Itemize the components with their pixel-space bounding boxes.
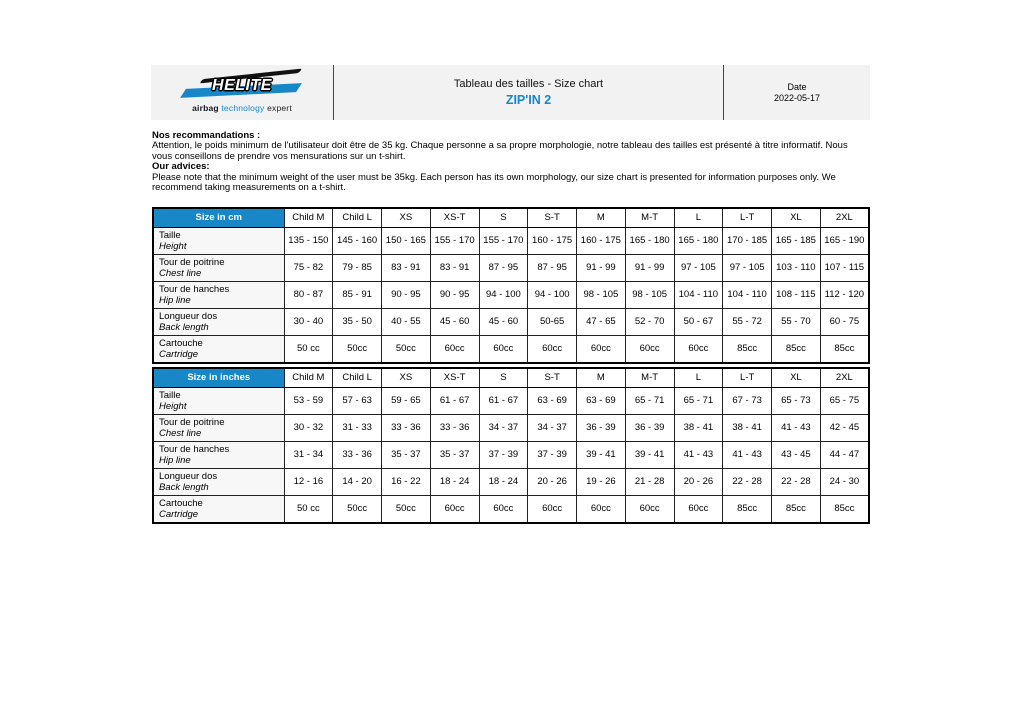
size-value-cell: 60 - 75	[820, 308, 869, 335]
size-value-cell: 83 - 91	[382, 254, 431, 281]
row-label-fr: Taille	[159, 229, 181, 241]
size-value-cell: 21 - 28	[625, 468, 674, 495]
size-value-cell: 50cc	[382, 495, 431, 523]
size-value-cell: 91 - 99	[625, 254, 674, 281]
size-column-header: Child M	[284, 368, 333, 387]
size-column-header: S-T	[528, 208, 577, 227]
document-title: Tableau des tailles - Size chart	[453, 78, 604, 90]
size-value-cell: 65 - 71	[674, 387, 723, 414]
date-section	[724, 65, 870, 120]
row-label-en: Back length	[159, 481, 209, 493]
size-value-cell: 85cc	[723, 495, 772, 523]
size-value-cell: 31 - 33	[333, 414, 382, 441]
size-value-cell: 52 - 70	[625, 308, 674, 335]
product-name: ZIP'IN 2	[505, 93, 552, 107]
row-label	[153, 254, 284, 281]
size-value-cell: 41 - 43	[772, 414, 821, 441]
size-value-cell: 50 - 67	[674, 308, 723, 335]
row-label	[153, 387, 284, 414]
table-header-row	[153, 368, 869, 387]
helite-logo	[179, 73, 305, 100]
recommendations-heading-fr: Nos recommandations :	[152, 130, 261, 141]
size-value-cell: 160 - 175	[577, 227, 626, 254]
size-value-cell: 67 - 73	[723, 387, 772, 414]
size-value-cell: 41 - 43	[723, 441, 772, 468]
row-label	[153, 227, 284, 254]
size-value-cell: 37 - 39	[479, 441, 528, 468]
size-value-cell: 14 - 20	[333, 468, 382, 495]
size-value-cell: 50 cc	[284, 495, 333, 523]
size-value-cell: 60cc	[674, 335, 723, 363]
size-value-cell: 145 - 160	[333, 227, 382, 254]
size-value-cell: 85cc	[820, 335, 869, 363]
table-row	[153, 414, 869, 441]
size-value-cell: 19 - 26	[577, 468, 626, 495]
size-column-header: XS-T	[430, 368, 479, 387]
size-value-cell: 60cc	[577, 335, 626, 363]
size-column-header: Child M	[284, 208, 333, 227]
size-value-cell: 18 - 24	[430, 468, 479, 495]
size-value-cell: 35 - 37	[382, 441, 431, 468]
row-label	[153, 414, 284, 441]
size-value-cell: 85cc	[772, 335, 821, 363]
size-column-header: M-T	[625, 368, 674, 387]
size-value-cell: 60cc	[479, 335, 528, 363]
row-label-fr: Cartouche	[159, 337, 203, 349]
size-column-header: S-T	[528, 368, 577, 387]
size-value-cell: 61 - 67	[479, 387, 528, 414]
size-column-header: L-T	[723, 208, 772, 227]
row-label	[153, 281, 284, 308]
size-value-cell: 108 - 115	[772, 281, 821, 308]
row-label	[153, 308, 284, 335]
size-column-header: M	[577, 368, 626, 387]
size-value-cell: 60cc	[625, 335, 674, 363]
size-value-cell: 20 - 26	[674, 468, 723, 495]
size-value-cell: 155 - 170	[430, 227, 479, 254]
row-label-en: Height	[159, 240, 187, 252]
size-value-cell: 60cc	[430, 495, 479, 523]
size-value-cell: 42 - 45	[820, 414, 869, 441]
row-label-en: Height	[159, 400, 187, 412]
size-value-cell: 45 - 60	[479, 308, 528, 335]
size-value-cell: 80 - 87	[284, 281, 333, 308]
size-value-cell: 31 - 34	[284, 441, 333, 468]
size-value-cell: 38 - 41	[723, 414, 772, 441]
table-row	[153, 495, 869, 523]
size-value-cell: 160 - 175	[528, 227, 577, 254]
size-value-cell: 41 - 43	[674, 441, 723, 468]
size-value-cell: 36 - 39	[625, 414, 674, 441]
tagline-airbag: airbag	[192, 102, 219, 113]
row-label-fr: Tour de hanches	[159, 283, 230, 295]
size-value-cell: 60cc	[625, 495, 674, 523]
table-row	[153, 254, 869, 281]
row-label-fr: Tour de hanches	[159, 443, 230, 455]
size-value-cell: 107 - 115	[820, 254, 869, 281]
size-value-cell: 44 - 47	[820, 441, 869, 468]
title-section	[334, 65, 724, 120]
size-value-cell: 60cc	[674, 495, 723, 523]
size-value-cell: 112 - 120	[820, 281, 869, 308]
size-value-cell: 103 - 110	[772, 254, 821, 281]
size-value-cell: 165 - 185	[772, 227, 821, 254]
size-value-cell: 85cc	[723, 335, 772, 363]
size-value-cell: 165 - 190	[820, 227, 869, 254]
date-value: 2022-05-17	[773, 92, 821, 103]
size-value-cell: 22 - 28	[772, 468, 821, 495]
size-value-cell: 22 - 28	[723, 468, 772, 495]
size-value-cell: 53 - 59	[284, 387, 333, 414]
size-value-cell: 94 - 100	[479, 281, 528, 308]
size-value-cell: 34 - 37	[479, 414, 528, 441]
table-header-row	[153, 208, 869, 227]
recommendations-block	[152, 131, 870, 193]
size-column-header: XS-T	[430, 208, 479, 227]
row-label-fr: Cartouche	[159, 497, 203, 509]
size-column-header: XL	[772, 208, 821, 227]
size-value-cell: 165 - 180	[625, 227, 674, 254]
size-value-cell: 90 - 95	[382, 281, 431, 308]
size-value-cell: 61 - 67	[430, 387, 479, 414]
size-column-header: 2XL	[820, 208, 869, 227]
size-table-cm	[152, 207, 870, 364]
row-label	[153, 441, 284, 468]
size-value-cell: 75 - 82	[284, 254, 333, 281]
size-value-cell: 33 - 36	[333, 441, 382, 468]
row-label-en: Chest line	[159, 427, 202, 439]
row-label-fr: Longueur dos	[159, 310, 218, 322]
row-label-en: Back length	[159, 321, 209, 333]
size-value-cell: 85 - 91	[333, 281, 382, 308]
size-value-cell: 55 - 72	[723, 308, 772, 335]
logo-section	[151, 65, 334, 120]
size-column-header: XL	[772, 368, 821, 387]
size-column-header: Child L	[333, 208, 382, 227]
size-value-cell: 65 - 75	[820, 387, 869, 414]
size-value-cell: 87 - 95	[528, 254, 577, 281]
size-value-cell: 63 - 69	[528, 387, 577, 414]
size-value-cell: 57 - 63	[333, 387, 382, 414]
table-row	[153, 335, 869, 363]
table-row	[153, 227, 869, 254]
size-column-header: S	[479, 208, 528, 227]
size-value-cell: 50cc	[333, 495, 382, 523]
table-row	[153, 468, 869, 495]
row-label	[153, 468, 284, 495]
table-title-cell: Size in inches	[153, 368, 284, 387]
row-label-fr: Taille	[159, 389, 181, 401]
tagline-technology: technology	[221, 102, 265, 113]
table-row	[153, 441, 869, 468]
tagline-expert: expert	[267, 102, 292, 113]
header-band	[151, 65, 870, 120]
size-value-cell: 12 - 16	[284, 468, 333, 495]
size-value-cell: 91 - 99	[577, 254, 626, 281]
row-label-en: Chest line	[159, 267, 202, 279]
size-value-cell: 45 - 60	[430, 308, 479, 335]
size-value-cell: 60cc	[479, 495, 528, 523]
size-value-cell: 39 - 41	[577, 441, 626, 468]
logo-tagline	[192, 103, 292, 113]
size-value-cell: 50cc	[382, 335, 431, 363]
size-column-header: L	[674, 208, 723, 227]
size-value-cell: 104 - 110	[674, 281, 723, 308]
size-value-cell: 60cc	[528, 495, 577, 523]
size-column-header: 2XL	[820, 368, 869, 387]
date-label: Date	[787, 81, 807, 92]
size-value-cell: 50cc	[333, 335, 382, 363]
size-value-cell: 87 - 95	[479, 254, 528, 281]
size-column-header: XS	[382, 368, 431, 387]
size-value-cell: 60cc	[430, 335, 479, 363]
size-value-cell: 33 - 36	[430, 414, 479, 441]
size-value-cell: 34 - 37	[528, 414, 577, 441]
size-value-cell: 30 - 32	[284, 414, 333, 441]
size-value-cell: 39 - 41	[625, 441, 674, 468]
size-value-cell: 20 - 26	[528, 468, 577, 495]
size-value-cell: 85cc	[772, 495, 821, 523]
size-value-cell: 135 - 150	[284, 227, 333, 254]
row-label-fr: Tour de poitrine	[159, 416, 225, 428]
size-value-cell: 150 - 165	[382, 227, 431, 254]
size-value-cell: 98 - 105	[577, 281, 626, 308]
size-value-cell: 97 - 105	[723, 254, 772, 281]
size-value-cell: 98 - 105	[625, 281, 674, 308]
size-value-cell: 50-65	[528, 308, 577, 335]
size-value-cell: 104 - 110	[723, 281, 772, 308]
size-value-cell: 60cc	[528, 335, 577, 363]
size-value-cell: 43 - 45	[772, 441, 821, 468]
size-value-cell: 55 - 70	[772, 308, 821, 335]
size-value-cell: 97 - 105	[674, 254, 723, 281]
row-label-en: Hip line	[159, 294, 191, 306]
size-table-inches	[152, 367, 870, 524]
size-column-header: M	[577, 208, 626, 227]
size-value-cell: 59 - 65	[382, 387, 431, 414]
size-value-cell: 90 - 95	[430, 281, 479, 308]
size-value-cell: 24 - 30	[820, 468, 869, 495]
size-value-cell: 85cc	[820, 495, 869, 523]
size-value-cell: 40 - 55	[382, 308, 431, 335]
table-row	[153, 308, 869, 335]
size-value-cell: 155 - 170	[479, 227, 528, 254]
size-value-cell: 47 - 65	[577, 308, 626, 335]
size-column-header: Child L	[333, 368, 382, 387]
recommendations-heading-en: Our advices:	[152, 161, 210, 173]
size-column-header: S	[479, 368, 528, 387]
row-label	[153, 335, 284, 363]
size-column-header: XS	[382, 208, 431, 227]
size-value-cell: 65 - 73	[772, 387, 821, 414]
size-value-cell: 60cc	[577, 495, 626, 523]
table-row	[153, 281, 869, 308]
table-title-cell: Size in cm	[153, 208, 284, 227]
size-value-cell: 37 - 39	[528, 441, 577, 468]
row-label-en: Cartridge	[159, 508, 199, 520]
size-value-cell: 16 - 22	[382, 468, 431, 495]
size-value-cell: 79 - 85	[333, 254, 382, 281]
logo-brand-text: HELITE	[212, 76, 272, 94]
size-value-cell: 50 cc	[284, 335, 333, 363]
row-label-fr: Longueur dos	[159, 470, 218, 482]
size-value-cell: 35 - 37	[430, 441, 479, 468]
size-value-cell: 83 - 91	[430, 254, 479, 281]
size-value-cell: 35 - 50	[333, 308, 382, 335]
size-value-cell: 18 - 24	[479, 468, 528, 495]
row-label-fr: Tour de poitrine	[159, 256, 225, 268]
size-value-cell: 165 - 180	[674, 227, 723, 254]
size-value-cell: 65 - 71	[625, 387, 674, 414]
size-value-cell: 94 - 100	[528, 281, 577, 308]
table-row	[153, 387, 869, 414]
size-value-cell: 38 - 41	[674, 414, 723, 441]
row-label	[153, 495, 284, 523]
size-column-header: L-T	[723, 368, 772, 387]
size-column-header: L	[674, 368, 723, 387]
size-value-cell: 170 - 185	[723, 227, 772, 254]
recommendations-body-fr: Attention, le poids minimum de l'utilisateur doit être de 35 kg. Chaque personne a sa propre morphologie, notre tableau des tailles est présenté à titre informatif. Nous vous conseillons de prendre vos mensurations sur un t-shirt.	[152, 140, 848, 162]
size-value-cell: 63 - 69	[577, 387, 626, 414]
row-label-en: Cartridge	[159, 348, 199, 360]
recommendations-body-en: Please note that the minimum weight of the user must be 35kg. Each person has its own morphology, our size chart is presented for information purposes only. We recommend taking measurements on a t-shirt.	[152, 171, 836, 194]
size-column-header: M-T	[625, 208, 674, 227]
size-value-cell: 36 - 39	[577, 414, 626, 441]
row-label-en: Hip line	[159, 454, 191, 466]
size-value-cell: 33 - 36	[382, 414, 431, 441]
size-value-cell: 30 - 40	[284, 308, 333, 335]
